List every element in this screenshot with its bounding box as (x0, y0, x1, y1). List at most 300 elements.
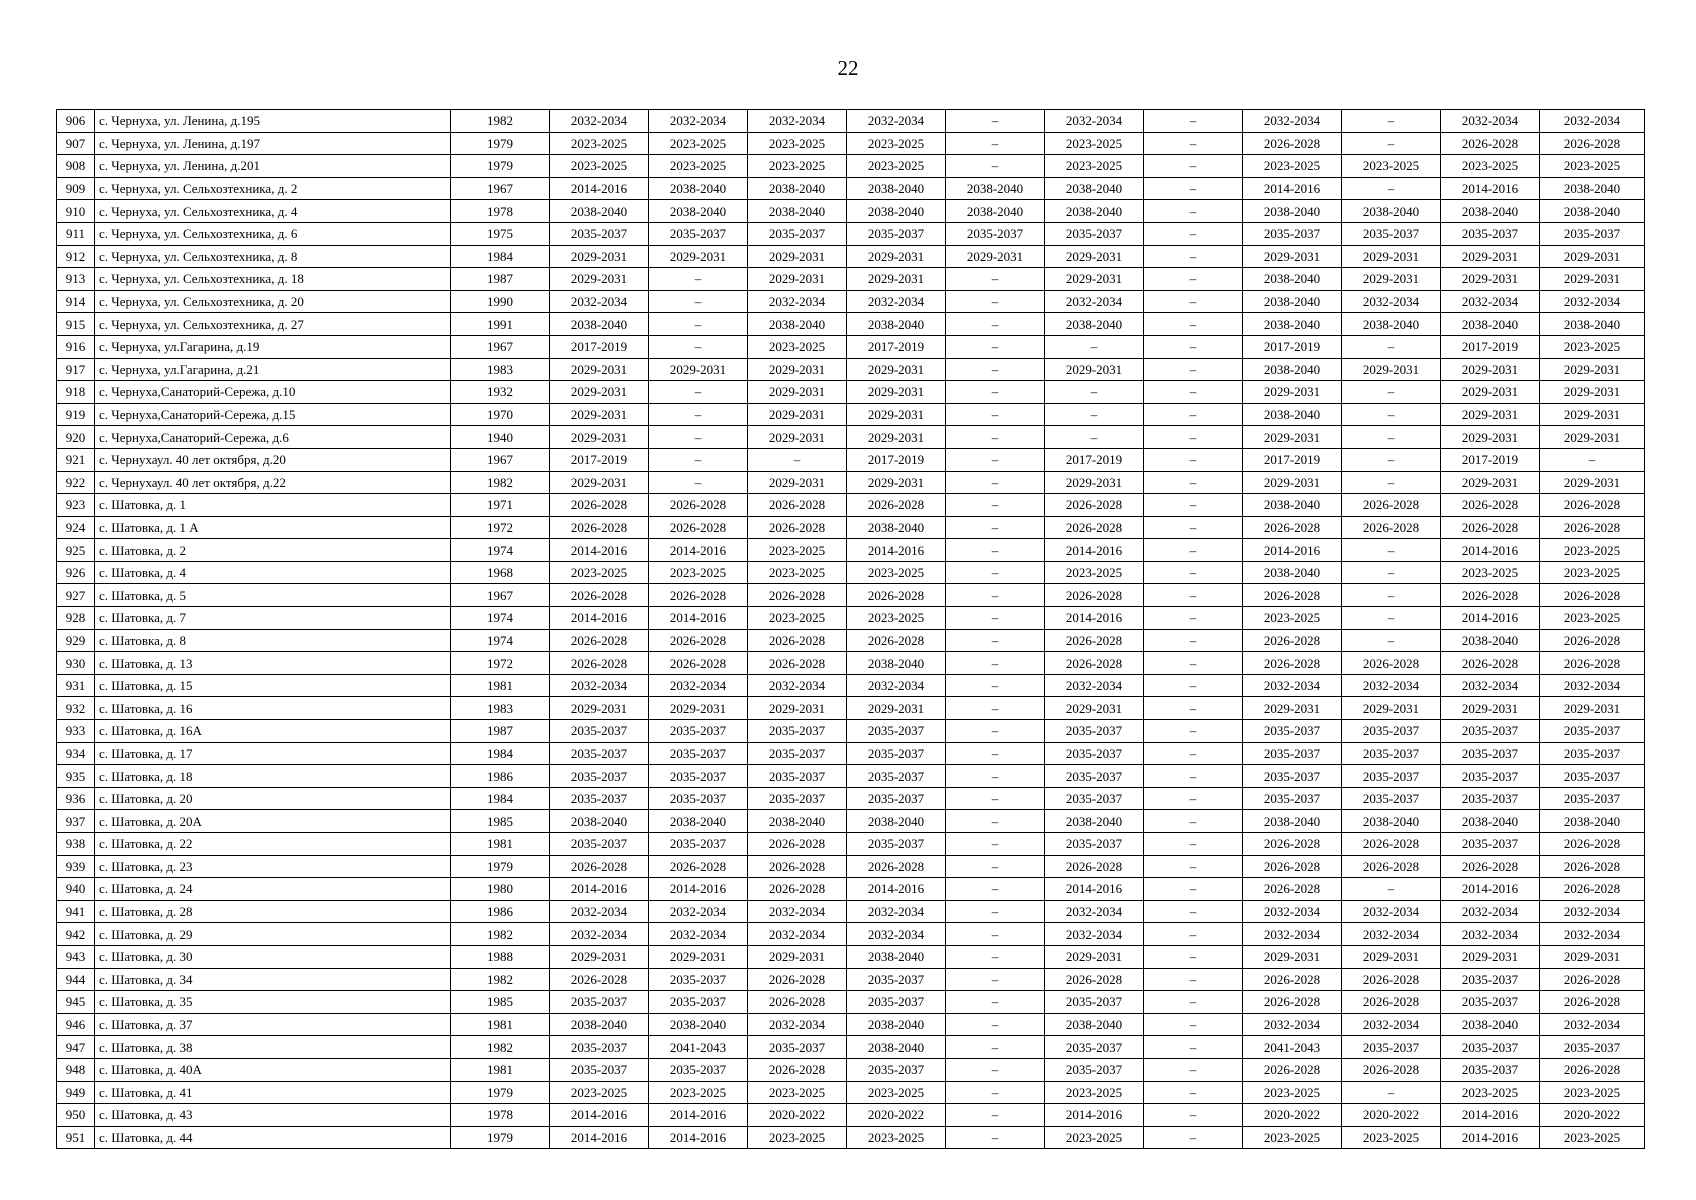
address-cell: с. Чернуха,Санаторий-Сережа, д.10 (95, 381, 451, 404)
build-year-cell: 1967 (451, 177, 550, 200)
period-cell-6: 2026-2028 (1045, 652, 1144, 675)
period-cell-9: 2032-2034 (1342, 1013, 1441, 1036)
period-cell-6: 2029-2031 (1045, 268, 1144, 291)
period-cell-8: 2035-2037 (1243, 742, 1342, 765)
period-cell-1: 2029-2031 (550, 471, 649, 494)
period-cell-8: 2041-2043 (1243, 1036, 1342, 1059)
period-cell-7: – (1144, 1104, 1243, 1127)
period-cell-7: – (1144, 765, 1243, 788)
period-cell-8: 2026-2028 (1243, 516, 1342, 539)
period-cell-6: 2035-2037 (1045, 222, 1144, 245)
period-cell-4: 2017-2019 (847, 448, 946, 471)
period-cell-2: 2026-2028 (649, 652, 748, 675)
period-cell-10: 2035-2037 (1441, 968, 1540, 991)
period-cell-4: 2038-2040 (847, 1013, 946, 1036)
period-cell-7: – (1144, 358, 1243, 381)
table-row (57, 381, 1645, 404)
period-cell-11: 2026-2028 (1540, 991, 1645, 1014)
period-cell-2: 2038-2040 (649, 1013, 748, 1036)
period-cell-1: 2026-2028 (550, 629, 649, 652)
address-cell: с. Шатовка, д. 29 (95, 923, 451, 946)
period-cell-3: 2029-2031 (748, 697, 847, 720)
period-cell-2: – (649, 381, 748, 404)
period-cell-6: 2032-2034 (1045, 110, 1144, 133)
build-year-cell: 1981 (451, 674, 550, 697)
period-cell-2: 2035-2037 (649, 765, 748, 788)
table-row (57, 222, 1645, 245)
row-number-cell: 923 (57, 494, 95, 517)
period-cell-11: 2038-2040 (1540, 177, 1645, 200)
period-cell-7: – (1144, 1036, 1243, 1059)
row-number-cell: 911 (57, 222, 95, 245)
period-cell-9: – (1342, 584, 1441, 607)
table-row (57, 787, 1645, 810)
period-cell-2: – (649, 426, 748, 449)
table-row (57, 765, 1645, 788)
period-cell-1: 2032-2034 (550, 290, 649, 313)
period-cell-11: 2026-2028 (1540, 132, 1645, 155)
period-cell-11: 2032-2034 (1540, 923, 1645, 946)
period-cell-4: 2017-2019 (847, 335, 946, 358)
address-cell: с. Шатовка, д. 34 (95, 968, 451, 991)
period-cell-7: – (1144, 155, 1243, 178)
period-cell-1: 2029-2031 (550, 358, 649, 381)
period-cell-4: 2038-2040 (847, 1036, 946, 1059)
build-year-cell: 1984 (451, 742, 550, 765)
period-cell-2: 2014-2016 (649, 607, 748, 630)
period-cell-10: 2026-2028 (1441, 494, 1540, 517)
period-cell-2: 2014-2016 (649, 1104, 748, 1127)
build-year-cell: 1978 (451, 200, 550, 223)
period-cell-6: 2035-2037 (1045, 833, 1144, 856)
period-cell-6: 2038-2040 (1045, 313, 1144, 336)
period-cell-11: 2035-2037 (1540, 222, 1645, 245)
build-year-cell: 1967 (451, 335, 550, 358)
period-cell-6: 2014-2016 (1045, 878, 1144, 901)
period-cell-9: – (1342, 1081, 1441, 1104)
period-cell-6: 2032-2034 (1045, 923, 1144, 946)
period-cell-8: 2023-2025 (1243, 607, 1342, 630)
row-number-cell: 937 (57, 810, 95, 833)
period-cell-7: – (1144, 268, 1243, 291)
row-number-cell: 907 (57, 132, 95, 155)
period-cell-9: 2035-2037 (1342, 1036, 1441, 1059)
period-cell-5: – (946, 132, 1045, 155)
period-cell-1: 2035-2037 (550, 222, 649, 245)
period-cell-1: 2038-2040 (550, 313, 649, 336)
period-cell-11: 2023-2025 (1540, 155, 1645, 178)
period-cell-1: 2029-2031 (550, 245, 649, 268)
row-number-cell: 946 (57, 1013, 95, 1036)
period-cell-5: 2035-2037 (946, 222, 1045, 245)
period-cell-3: 2026-2028 (748, 855, 847, 878)
table-row (57, 810, 1645, 833)
page-number: 22 (837, 56, 859, 80)
period-cell-10: 2029-2031 (1441, 381, 1540, 404)
period-cell-10: 2029-2031 (1441, 471, 1540, 494)
period-cell-11: 2026-2028 (1540, 629, 1645, 652)
period-cell-3: 2032-2034 (748, 110, 847, 133)
period-cell-5: – (946, 833, 1045, 856)
period-cell-10: 2023-2025 (1441, 155, 1540, 178)
period-cell-11: 2038-2040 (1540, 313, 1645, 336)
period-cell-2: 2029-2031 (649, 945, 748, 968)
period-cell-3: 2029-2031 (748, 245, 847, 268)
period-cell-11: 2026-2028 (1540, 1058, 1645, 1081)
period-cell-11: 2035-2037 (1540, 765, 1645, 788)
build-year-cell: 1981 (451, 1013, 550, 1036)
period-cell-8: 2029-2031 (1243, 945, 1342, 968)
build-year-cell: 1981 (451, 833, 550, 856)
period-cell-8: 2026-2028 (1243, 855, 1342, 878)
period-cell-8: 2029-2031 (1243, 471, 1342, 494)
address-cell: с. Шатовка, д. 1 А (95, 516, 451, 539)
period-cell-9: – (1342, 561, 1441, 584)
period-cell-10: 2014-2016 (1441, 177, 1540, 200)
period-cell-5: – (946, 290, 1045, 313)
period-cell-6: 2032-2034 (1045, 900, 1144, 923)
period-cell-2: – (649, 335, 748, 358)
period-cell-1: 2035-2037 (550, 720, 649, 743)
period-cell-6: 2029-2031 (1045, 945, 1144, 968)
period-cell-8: 2038-2040 (1243, 358, 1342, 381)
period-cell-11: 2026-2028 (1540, 968, 1645, 991)
period-cell-5: – (946, 426, 1045, 449)
period-cell-7: – (1144, 697, 1243, 720)
period-cell-6: 2038-2040 (1045, 177, 1144, 200)
period-cell-7: – (1144, 787, 1243, 810)
period-cell-9: – (1342, 335, 1441, 358)
period-cell-3: 2023-2025 (748, 1126, 847, 1149)
address-cell: с. Чернухаул. 40 лет октября, д.20 (95, 448, 451, 471)
period-cell-11: 2029-2031 (1540, 403, 1645, 426)
period-cell-6: 2017-2019 (1045, 448, 1144, 471)
address-cell: с. Шатовка, д. 4 (95, 561, 451, 584)
period-cell-2: 2029-2031 (649, 358, 748, 381)
period-cell-3: 2035-2037 (748, 222, 847, 245)
build-year-cell: 1967 (451, 448, 550, 471)
period-cell-8: 2014-2016 (1243, 177, 1342, 200)
period-cell-8: 2017-2019 (1243, 335, 1342, 358)
period-cell-5: – (946, 607, 1045, 630)
period-cell-9: – (1342, 878, 1441, 901)
period-cell-2: 2023-2025 (649, 561, 748, 584)
period-cell-7: – (1144, 471, 1243, 494)
period-cell-6: – (1045, 381, 1144, 404)
address-cell: с. Шатовка, д. 13 (95, 652, 451, 675)
period-cell-9: 2026-2028 (1342, 1058, 1441, 1081)
period-cell-11: 2032-2034 (1540, 110, 1645, 133)
period-cell-2: 2038-2040 (649, 200, 748, 223)
period-cell-3: 2029-2031 (748, 471, 847, 494)
table-row (57, 945, 1645, 968)
period-cell-6: 2035-2037 (1045, 720, 1144, 743)
row-number-cell: 908 (57, 155, 95, 178)
period-cell-3: 2026-2028 (748, 878, 847, 901)
row-number-cell: 928 (57, 607, 95, 630)
period-cell-9: 2023-2025 (1342, 155, 1441, 178)
table-row (57, 245, 1645, 268)
period-cell-1: 2035-2037 (550, 742, 649, 765)
period-cell-4: 2026-2028 (847, 629, 946, 652)
period-cell-8: 2026-2028 (1243, 584, 1342, 607)
period-cell-3: 2026-2028 (748, 991, 847, 1014)
period-cell-4: 2026-2028 (847, 855, 946, 878)
period-cell-11: 2032-2034 (1540, 674, 1645, 697)
period-cell-9: – (1342, 426, 1441, 449)
period-cell-9: 2038-2040 (1342, 810, 1441, 833)
table-row (57, 833, 1645, 856)
period-cell-3: 2035-2037 (748, 765, 847, 788)
row-number-cell: 931 (57, 674, 95, 697)
period-cell-10: 2035-2037 (1441, 833, 1540, 856)
row-number-cell: 918 (57, 381, 95, 404)
period-cell-2: 2014-2016 (649, 878, 748, 901)
build-year-cell: 1983 (451, 697, 550, 720)
row-number-cell: 943 (57, 945, 95, 968)
row-number-cell: 922 (57, 471, 95, 494)
period-cell-6: 2023-2025 (1045, 1081, 1144, 1104)
period-cell-2: 2035-2037 (649, 222, 748, 245)
period-cell-9: 2029-2031 (1342, 358, 1441, 381)
period-cell-9: 2023-2025 (1342, 1126, 1441, 1149)
period-cell-11: 2032-2034 (1540, 290, 1645, 313)
period-cell-1: 2017-2019 (550, 448, 649, 471)
period-cell-4: 2014-2016 (847, 539, 946, 562)
period-cell-7: – (1144, 674, 1243, 697)
period-cell-10: 2026-2028 (1441, 132, 1540, 155)
period-cell-2: – (649, 313, 748, 336)
period-cell-7: – (1144, 561, 1243, 584)
period-cell-3: 2038-2040 (748, 313, 847, 336)
build-year-cell: 1990 (451, 290, 550, 313)
period-cell-9: 2035-2037 (1342, 787, 1441, 810)
period-cell-4: 2035-2037 (847, 991, 946, 1014)
build-year-cell: 1972 (451, 516, 550, 539)
period-cell-1: 2023-2025 (550, 561, 649, 584)
period-cell-3: 2026-2028 (748, 494, 847, 517)
period-cell-8: 2038-2040 (1243, 268, 1342, 291)
period-cell-8: 2026-2028 (1243, 132, 1342, 155)
period-cell-5: – (946, 155, 1045, 178)
period-cell-3: 2038-2040 (748, 177, 847, 200)
period-cell-1: 2029-2031 (550, 381, 649, 404)
period-cell-3: 2026-2028 (748, 629, 847, 652)
period-cell-2: 2014-2016 (649, 1126, 748, 1149)
period-cell-8: 2029-2031 (1243, 381, 1342, 404)
period-cell-2: 2029-2031 (649, 697, 748, 720)
period-cell-6: 2026-2028 (1045, 855, 1144, 878)
period-cell-4: 2038-2040 (847, 945, 946, 968)
table-row (57, 855, 1645, 878)
build-year-cell: 1979 (451, 1081, 550, 1104)
period-cell-6: 2026-2028 (1045, 968, 1144, 991)
address-cell: с. Шатовка, д. 22 (95, 833, 451, 856)
period-cell-6: 2023-2025 (1045, 132, 1144, 155)
period-cell-5: – (946, 945, 1045, 968)
period-cell-6: – (1045, 426, 1144, 449)
period-cell-5: 2038-2040 (946, 200, 1045, 223)
period-cell-5: – (946, 313, 1045, 336)
address-cell: с. Шатовка, д. 40А (95, 1058, 451, 1081)
period-cell-11: 2038-2040 (1540, 810, 1645, 833)
address-cell: с. Чернуха, ул.Гагарина, д.19 (95, 335, 451, 358)
period-cell-5: – (946, 1058, 1045, 1081)
period-cell-2: 2041-2043 (649, 1036, 748, 1059)
period-cell-10: 2032-2034 (1441, 674, 1540, 697)
period-cell-6: 2014-2016 (1045, 1104, 1144, 1127)
period-cell-10: 2029-2031 (1441, 245, 1540, 268)
period-cell-1: 2026-2028 (550, 652, 649, 675)
period-cell-7: – (1144, 629, 1243, 652)
table-body (57, 110, 1645, 1149)
address-cell: с. Чернуха, ул. Ленина, д.197 (95, 132, 451, 155)
address-cell: с. Чернуха, ул. Ленина, д.201 (95, 155, 451, 178)
build-year-cell: 1982 (451, 923, 550, 946)
period-cell-10: 2035-2037 (1441, 1058, 1540, 1081)
period-cell-4: 2023-2025 (847, 1081, 946, 1104)
build-year-cell: 1982 (451, 471, 550, 494)
period-cell-7: – (1144, 900, 1243, 923)
period-cell-9: – (1342, 177, 1441, 200)
table-row (57, 584, 1645, 607)
period-cell-4: 2032-2034 (847, 110, 946, 133)
table-row (57, 1013, 1645, 1036)
period-cell-11: – (1540, 448, 1645, 471)
period-cell-8: 2032-2034 (1243, 923, 1342, 946)
build-year-cell: 1974 (451, 607, 550, 630)
address-cell: с. Шатовка, д. 20А (95, 810, 451, 833)
period-cell-9: – (1342, 539, 1441, 562)
period-cell-7: – (1144, 110, 1243, 133)
period-cell-6: 2032-2034 (1045, 674, 1144, 697)
period-cell-3: 2029-2031 (748, 403, 847, 426)
period-cell-3: 2032-2034 (748, 900, 847, 923)
period-cell-9: 2029-2031 (1342, 697, 1441, 720)
period-cell-4: 2029-2031 (847, 426, 946, 449)
address-cell: с. Шатовка, д. 43 (95, 1104, 451, 1127)
row-number-cell: 941 (57, 900, 95, 923)
period-cell-2: 2032-2034 (649, 110, 748, 133)
period-cell-7: – (1144, 177, 1243, 200)
period-cell-1: 2035-2037 (550, 833, 649, 856)
period-cell-1: 2029-2031 (550, 945, 649, 968)
period-cell-5: – (946, 855, 1045, 878)
period-cell-8: 2023-2025 (1243, 1126, 1342, 1149)
build-year-cell: 1967 (451, 584, 550, 607)
period-cell-6: 2029-2031 (1045, 245, 1144, 268)
period-cell-2: 2035-2037 (649, 1058, 748, 1081)
period-cell-8: 2032-2034 (1243, 110, 1342, 133)
period-cell-6: 2026-2028 (1045, 516, 1144, 539)
period-cell-8: 2014-2016 (1243, 539, 1342, 562)
table-row (57, 200, 1645, 223)
period-cell-1: 2035-2037 (550, 991, 649, 1014)
period-cell-7: – (1144, 222, 1243, 245)
period-cell-9: 2032-2034 (1342, 290, 1441, 313)
period-cell-5: – (946, 471, 1045, 494)
period-cell-7: – (1144, 833, 1243, 856)
period-cell-11: 2029-2031 (1540, 945, 1645, 968)
period-cell-4: 2035-2037 (847, 222, 946, 245)
address-cell: с. Чернуха, ул. Сельхозтехника, д. 6 (95, 222, 451, 245)
row-number-cell: 912 (57, 245, 95, 268)
period-cell-11: 2035-2037 (1540, 720, 1645, 743)
period-cell-4: 2035-2037 (847, 1058, 946, 1081)
period-cell-1: 2032-2034 (550, 674, 649, 697)
period-cell-11: 2026-2028 (1540, 516, 1645, 539)
period-cell-6: 2035-2037 (1045, 1036, 1144, 1059)
period-cell-6: 2014-2016 (1045, 539, 1144, 562)
period-cell-11: 2029-2031 (1540, 426, 1645, 449)
period-cell-4: 2023-2025 (847, 561, 946, 584)
build-year-cell: 1974 (451, 629, 550, 652)
table-row (57, 674, 1645, 697)
build-year-cell: 1984 (451, 787, 550, 810)
period-cell-6: 2026-2028 (1045, 494, 1144, 517)
period-cell-1: 2023-2025 (550, 155, 649, 178)
period-cell-3: 2023-2025 (748, 155, 847, 178)
period-cell-4: 2038-2040 (847, 652, 946, 675)
row-number-cell: 913 (57, 268, 95, 291)
period-cell-9: 2029-2031 (1342, 245, 1441, 268)
period-cell-3: – (748, 448, 847, 471)
period-cell-8: 2035-2037 (1243, 765, 1342, 788)
row-number-cell: 909 (57, 177, 95, 200)
period-cell-1: 2038-2040 (550, 200, 649, 223)
build-year-cell: 1974 (451, 539, 550, 562)
period-cell-6: – (1045, 335, 1144, 358)
build-year-cell: 1991 (451, 313, 550, 336)
period-cell-4: 2032-2034 (847, 923, 946, 946)
period-cell-8: 2038-2040 (1243, 494, 1342, 517)
row-number-cell: 921 (57, 448, 95, 471)
period-cell-1: 2026-2028 (550, 968, 649, 991)
period-cell-11: 2029-2031 (1540, 358, 1645, 381)
period-cell-3: 2023-2025 (748, 132, 847, 155)
period-cell-10: 2023-2025 (1441, 561, 1540, 584)
table-row (57, 878, 1645, 901)
period-cell-10: 2032-2034 (1441, 110, 1540, 133)
period-cell-4: 2029-2031 (847, 403, 946, 426)
period-cell-6: 2023-2025 (1045, 155, 1144, 178)
period-cell-4: 2029-2031 (847, 268, 946, 291)
period-cell-6: 2029-2031 (1045, 697, 1144, 720)
address-cell: с. Шатовка, д. 8 (95, 629, 451, 652)
period-cell-7: – (1144, 1126, 1243, 1149)
period-cell-5: – (946, 381, 1045, 404)
period-cell-2: 2032-2034 (649, 674, 748, 697)
period-cell-7: – (1144, 923, 1243, 946)
table-row (57, 290, 1645, 313)
period-cell-5: – (946, 561, 1045, 584)
period-cell-2: 2038-2040 (649, 810, 748, 833)
period-cell-1: 2032-2034 (550, 110, 649, 133)
period-cell-4: 2038-2040 (847, 313, 946, 336)
period-cell-1: 2026-2028 (550, 494, 649, 517)
table-row (57, 720, 1645, 743)
build-year-cell: 1981 (451, 1058, 550, 1081)
row-number-cell: 929 (57, 629, 95, 652)
table-row (57, 268, 1645, 291)
period-cell-2: 2026-2028 (649, 584, 748, 607)
table-row (57, 1081, 1645, 1104)
build-year-cell: 1940 (451, 426, 550, 449)
period-cell-4: 2026-2028 (847, 584, 946, 607)
build-year-cell: 1932 (451, 381, 550, 404)
period-cell-11: 2023-2025 (1540, 607, 1645, 630)
period-cell-9: 2026-2028 (1342, 833, 1441, 856)
